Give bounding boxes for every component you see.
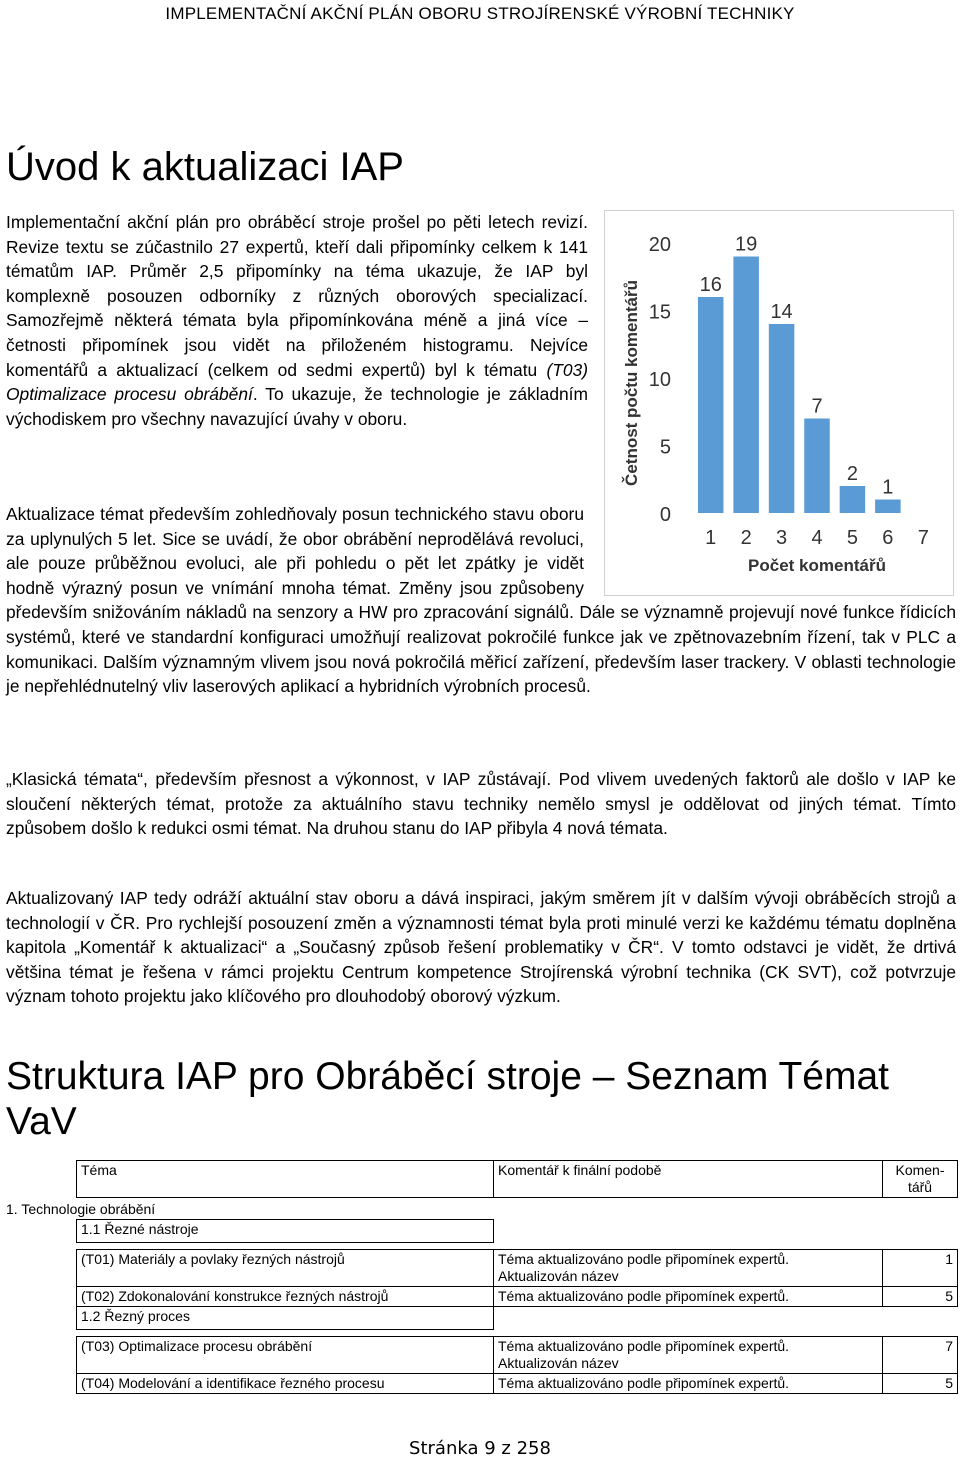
bar-data-label: 16 (699, 274, 722, 296)
bar-data-label: 1 (882, 476, 894, 499)
bar-data-label: 7 (811, 395, 823, 418)
y-tick-label: 5 (659, 436, 671, 459)
x-axis-label: Počet komentářů (748, 556, 886, 575)
section-title-structure: Struktura IAP pro Obráběcí stroje – Seznam Témat VaV (6, 1055, 889, 1143)
col-topic: Téma (77, 1161, 494, 1198)
y-tick-label: 20 (648, 234, 671, 256)
page-footer: Stránka 9 z 258 (409, 1438, 551, 1459)
topics-table (6, 1160, 960, 1394)
intro-topic: (T03) Optimalizace procesu obrábění (6, 359, 588, 405)
bar-data-label: 2 (846, 463, 858, 485)
subsection-row-2: 1.2 Řezný proces (77, 1307, 494, 1330)
col-count: Komen-tářů (883, 1161, 958, 1198)
subsection-row-1: 1.1 Řezné nástroje (77, 1220, 494, 1243)
bar (804, 419, 830, 514)
bar-data-label: 14 (770, 301, 793, 323)
table-row: (T03) Optimalizace procesu obrábění Téma aktualizováno podle připomínek expertů. Aktualizován název 7 (6, 1337, 958, 1374)
x-tick-label: 4 (811, 527, 823, 549)
y-tick-label: 15 (648, 301, 671, 324)
intro-text: Implementační akční plán pro obráběcí stroje prošel po pěti letech revizí. Revize textu se zúčastnilo 27 expertů, kteří dali připomínky celkem k 141 tématům IAP. Průměr 2,5 připomínky na téma ukazuje, že IAP byl komplexně posouzen odborníky z různých oborových specializací. Samozřejmě některá témata byla připomínkována méně a jiná více – četnosti připomínek jsou vidět na přiloženém histogramu. Nejvíce komentářů a aktualizací (celkem od sedmi expertů) byl k tématu (6, 212, 588, 380)
bar (769, 324, 795, 513)
intro-text-end: . To ukazuje, že technologie je základním východiskem pro všechny navazující úvahy v oboru. (6, 384, 588, 429)
x-tick-label: 1 (705, 527, 717, 549)
updates-paragraph: Aktualizace témat především zohledňovaly posun technického stavu oboru za uplynulých 5 let. Sice se uvádí, že obor obrábění neprodělává revoluci, ale pouze průběžnou evoluci, ale při pohledu o pět let zpátky je vidět hodně výrazný posun ve vnímání mnoha témat. Změny jsou způsobeny především snižováním nákladů na senzory a HW pro zpracování signálů. Dále se významně projevují nové funkce řídicích systémů, které ve standardní konfiguraci umožňují realizovat pokročilé funkce jak ve zpětnovazebním řízení, tak v PLC a komunikaci. Dalším významným vlivem jsou nová pokročilá měřicí zařízení, především laser trackery. V oblasti technologie je nepřehlédnutelný vliv laserových aplikací a hybridních výrobních procesů. (6, 504, 956, 697)
x-tick-label: 6 (882, 527, 894, 549)
col-comment: Komentář k finální podobě (494, 1161, 883, 1198)
table-row: (T02) Zdokonalování konstrukce řezných nástrojů Téma aktualizováno podle připomínek expertů. 5 (6, 1287, 958, 1307)
section-row: 1. Technologie obrábění (6, 1201, 156, 1217)
x-tick-label: 3 (776, 527, 788, 549)
intro-paragraph (6, 210, 588, 431)
table-row: (T04) Modelování a identifikace řezného procesu Téma aktualizováno podle připomínek expertů. 5 (6, 1374, 958, 1394)
classic-topics-paragraph: „Klasická témata“, především přesnost a výkonnost, v IAP zůstávají. Pod vlivem uvedených faktorů ale došlo v IAP ke sloučení některých témat, protože za aktuálního stavu techniky nemělo smysl je oddělovat od jiných témat. Tímto způsobem došlo k redukci osmi témat. Na druhou stanu do IAP přibyla 4 nová témata. (6, 769, 956, 839)
y-tick-label: 10 (648, 369, 671, 391)
section-title-intro: Úvod k aktualizaci IAP (6, 145, 404, 189)
running-header: IMPLEMENTAČNÍ AKČNÍ PLÁN OBORU STROJÍRENSKÉ VÝROBNÍ TECHNIKY (165, 4, 795, 23)
bar (733, 257, 759, 514)
table-row: (T01) Materiály a povlaky řezných nástrojů Téma aktualizováno podle připomínek expertů. Aktualizován název 1 (6, 1250, 958, 1287)
bar-data-label: 19 (735, 233, 758, 256)
x-tick-label: 5 (846, 527, 858, 549)
y-axis-label: Četnost počtu komentářů (622, 280, 641, 486)
x-tick-label: 7 (917, 527, 929, 549)
x-tick-label: 2 (740, 527, 752, 549)
bar (698, 297, 724, 513)
y-tick-label: 0 (659, 504, 671, 526)
updated-iap-paragraph: Aktualizovaný IAP tedy odráží aktuální stav oboru a dává inspiraci, jakým směrem jít v dalším vývoji obráběcích strojů a technologií v ČR. Pro rychlejší posouzení změn a významnosti témat byla proti minulé verzi ke každému tématu doplněna kapitola „Komentář k aktualizaci“ a „Současný způsob řešení problematiky v ČR“. V tomto odstavci je vidět, že drtivá většina témat je řešena v rámci projektu Centrum kompetence Strojírenská výrobní technika (CK SVT), což potvrzuje význam tohoto projektu jako klíčového pro dlouhodobý oborový výzkum. (6, 888, 956, 1007)
